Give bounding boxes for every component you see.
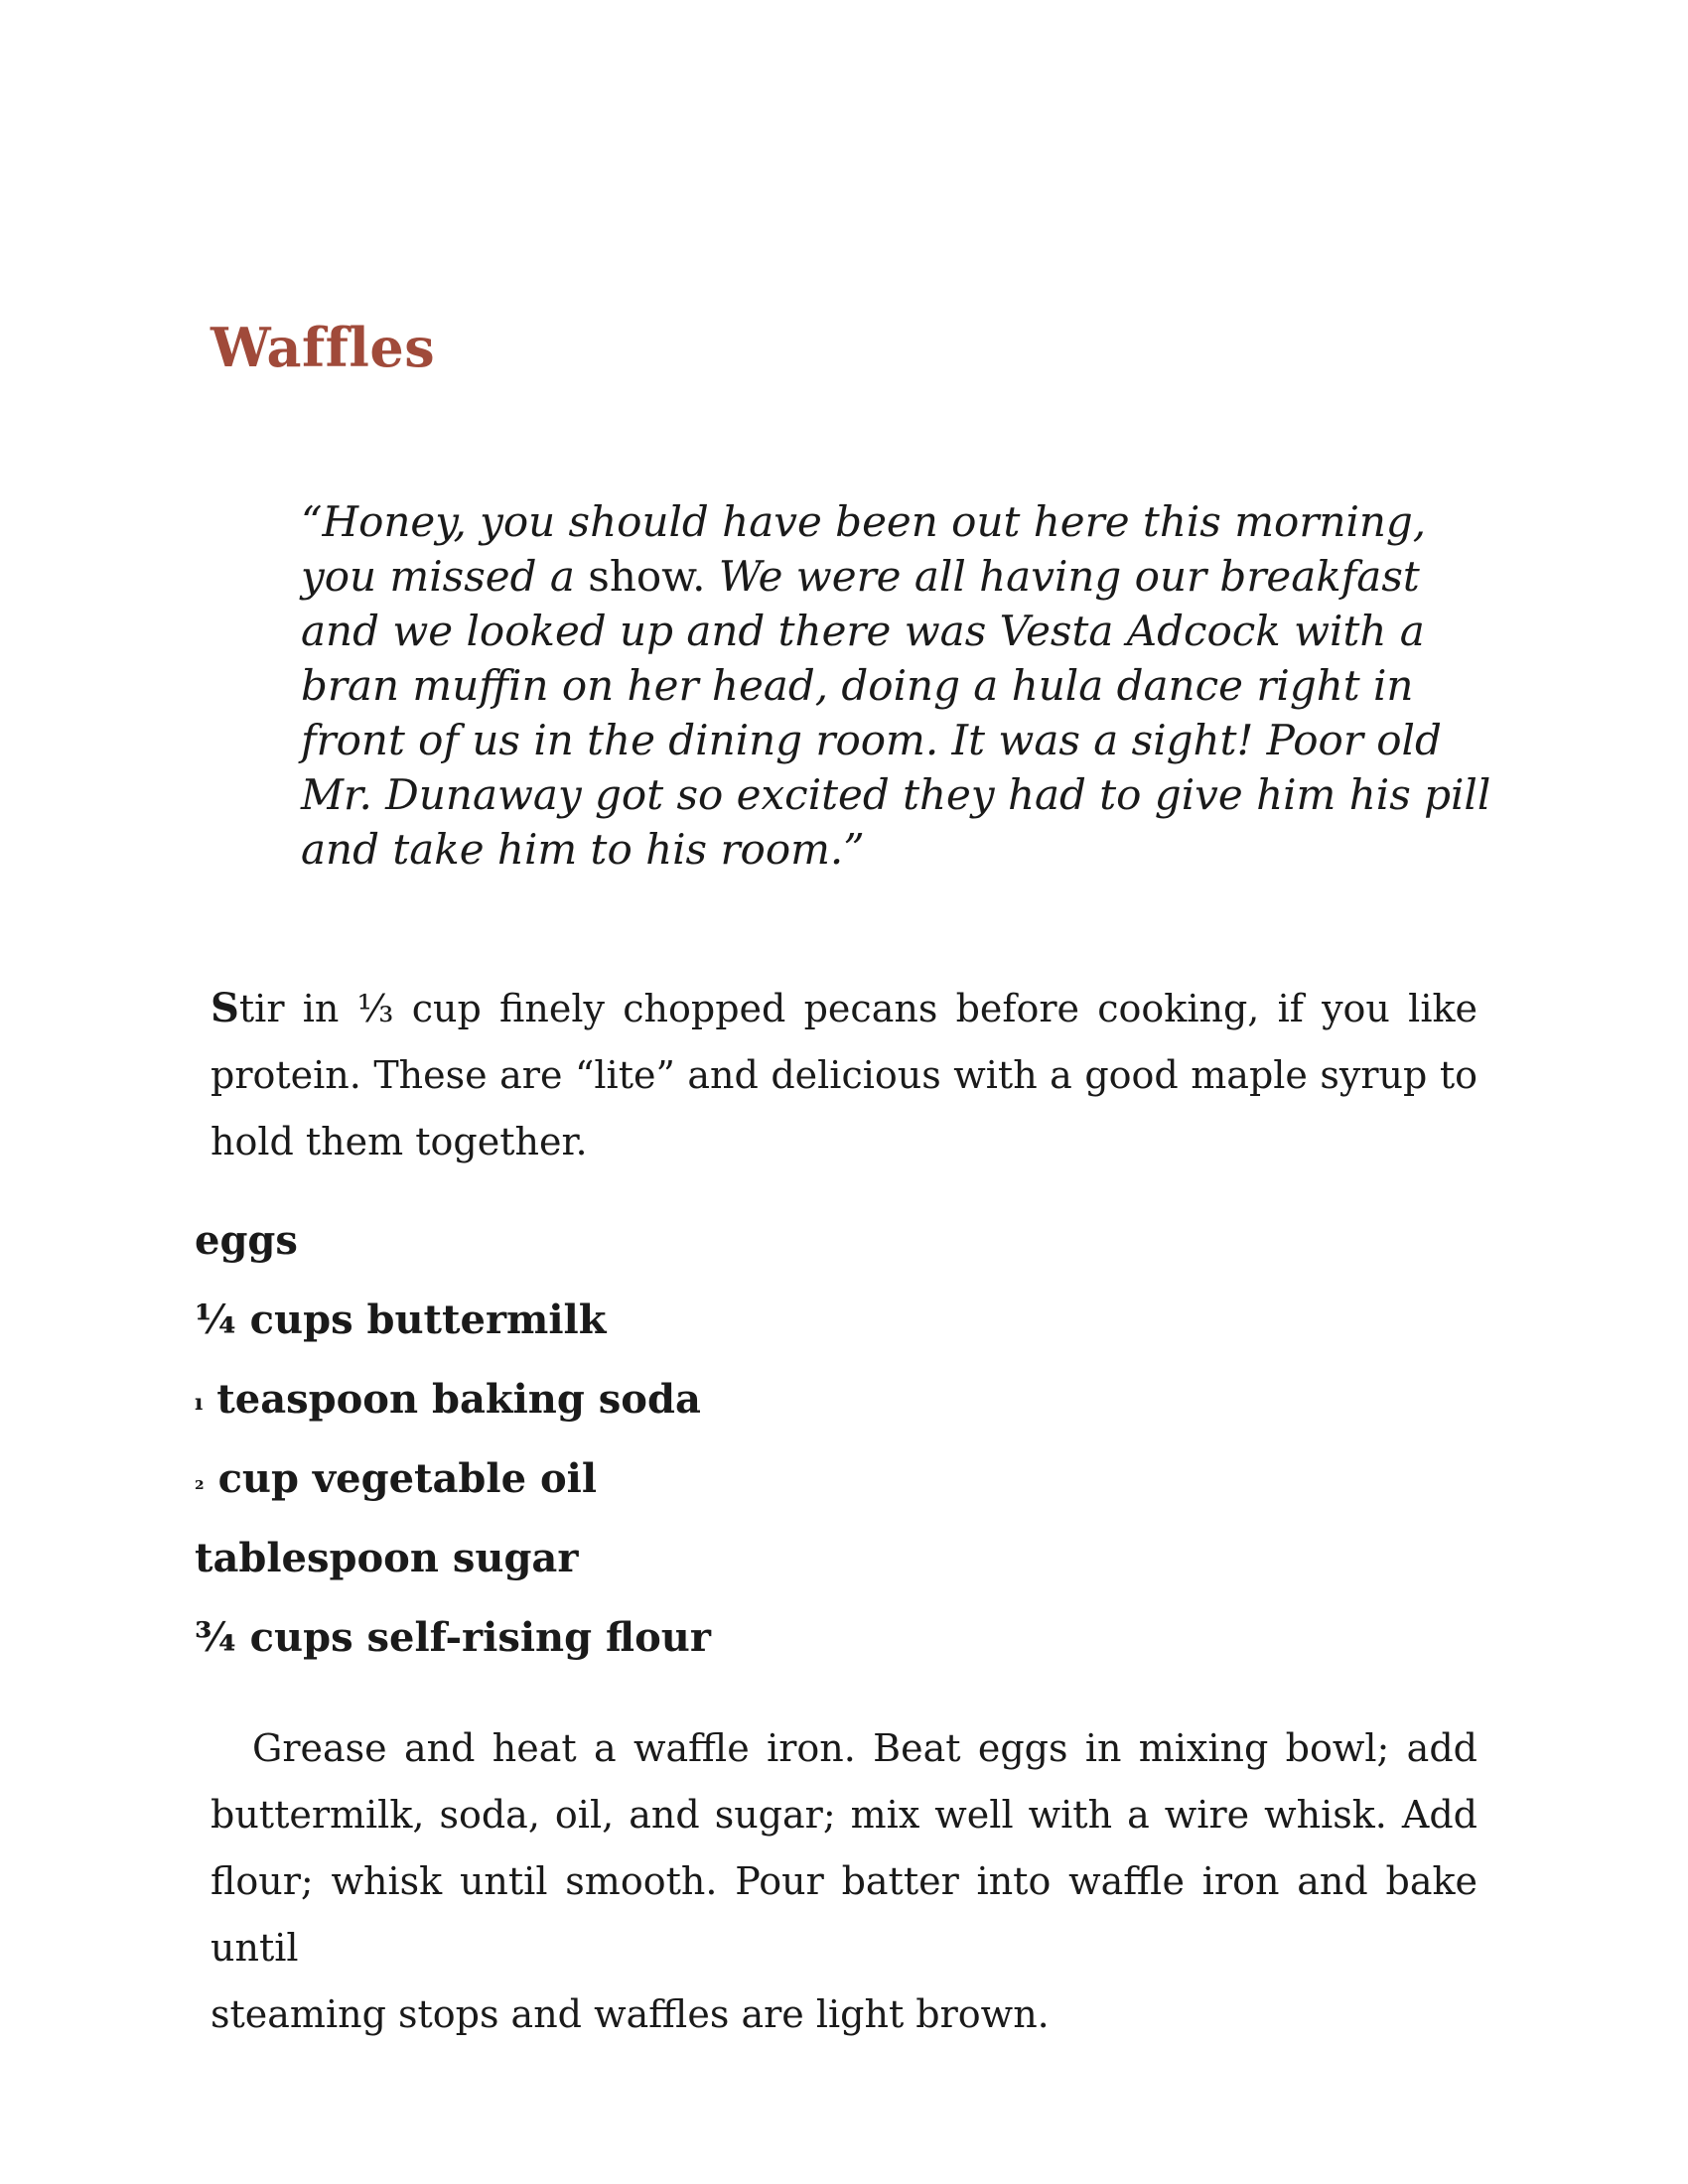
intro-line: hold them together. (211, 1120, 588, 1163)
epigraph-quote (301, 494, 1491, 877)
intro-paragraph (211, 975, 1477, 1175)
epigraph-line (301, 549, 1420, 604)
epigraph-fragment: you missed a (301, 552, 589, 601)
ingredient-quantity: ₂ (195, 1469, 205, 1495)
epigraph-line: and we looked up and there was Vesta Adcock with a (301, 607, 1425, 655)
ingredient-text: eggs (195, 1217, 298, 1264)
ingredient-text: tablespoon sugar (195, 1535, 579, 1581)
epigraph-line: front of us in the dining room. It was a sight! Poor old (301, 716, 1442, 764)
ingredient-list (195, 1213, 711, 1690)
ingredient-item (195, 1531, 711, 1610)
recipe-title: Waffles (211, 316, 436, 379)
method-line: buttermilk, soda, oil, and sugar; mix well with a wire whisk. Add (211, 1793, 1477, 1837)
intro-line-text: tir in ⅓ cup finely chopped pecans before cooking, if you like (238, 987, 1477, 1030)
ingredient-item (195, 1451, 711, 1531)
ingredient-quantity: ı (195, 1390, 204, 1416)
epigraph-line: “Honey, you should have been out here this morning, (301, 497, 1427, 546)
ingredient-text: cup vegetable oil (217, 1455, 598, 1502)
ingredient-item (195, 1293, 711, 1372)
ingredient-quantity: ¼ (195, 1297, 236, 1343)
epigraph-fragment: We were all having our breakfast (705, 552, 1420, 601)
ingredient-text: cups self-rising flour (249, 1614, 711, 1661)
ingredient-item (195, 1610, 711, 1690)
epigraph-upright-word: show. (588, 552, 706, 601)
method-line: Grease and heat a waffle iron. Beat eggs in mixing bowl; add (252, 1726, 1477, 1770)
method-line: flour; whisk until smooth. Pour batter into waffle iron and bake until (211, 1859, 1477, 1970)
epigraph-line: and take him to his room.” (301, 825, 865, 874)
ingredient-item (195, 1372, 711, 1451)
intro-line: protein. These are “lite” and delicious with a good maple syrup to (211, 1053, 1477, 1097)
epigraph-line: Mr. Dunaway got so excited they had to give him his pill (301, 770, 1491, 819)
drop-cap: S (211, 985, 239, 1031)
method-line: steaming stops and waffles are light brown. (211, 1992, 1050, 2036)
epigraph-line: bran muffin on her head, doing a hula dance right in (301, 661, 1414, 710)
ingredient-text: teaspoon baking soda (216, 1376, 701, 1423)
intro-line (211, 975, 1477, 1042)
method-paragraph (211, 1715, 1477, 2048)
ingredient-quantity: ¾ (195, 1614, 236, 1661)
ingredient-text: cups buttermilk (249, 1297, 607, 1343)
ingredient-item (195, 1213, 711, 1293)
